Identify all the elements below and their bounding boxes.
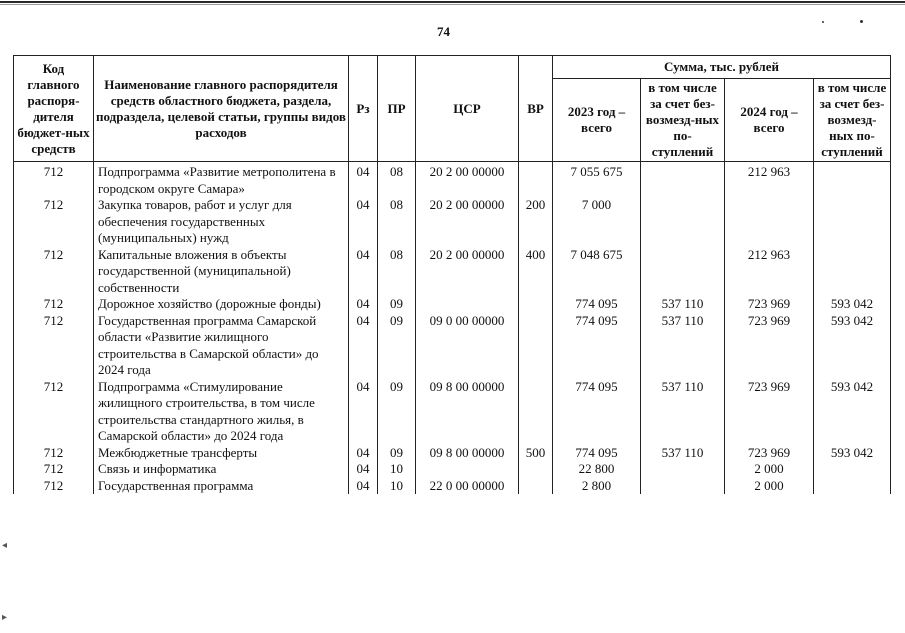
row-rz: 04: [349, 379, 378, 445]
header-csr: ЦСР: [416, 56, 519, 162]
header-rz: Рз: [349, 56, 378, 162]
row-total-2023: 7 000: [553, 197, 641, 247]
row-free-2024: [814, 478, 891, 495]
row-code: 712: [14, 461, 94, 478]
row-code: 712: [14, 313, 94, 379]
row-total-2024: 723 969: [725, 296, 814, 313]
row-rz: 04: [349, 461, 378, 478]
row-vr: 200: [519, 197, 553, 247]
row-total-2024: 2 000: [725, 478, 814, 495]
header-pr: ПР: [378, 56, 416, 162]
row-free-2023: 537 110: [641, 296, 725, 313]
row-free-2024: 593 042: [814, 313, 891, 379]
row-vr: [519, 313, 553, 379]
row-free-2023: [641, 247, 725, 297]
budget-table: [13, 55, 891, 494]
row-pr: 09: [378, 445, 416, 462]
row-name: Связь и информатика: [94, 461, 349, 478]
row-total-2024: 723 969: [725, 313, 814, 379]
header-name: Наименование главного распорядителя средств областного бюджета, раздела, подраздела, целевой статьи, группы видов расходов: [94, 56, 349, 162]
row-vr: [519, 379, 553, 445]
row-free-2023: [641, 197, 725, 247]
table-row: [14, 247, 891, 297]
row-vr: 500: [519, 445, 553, 462]
row-rz: 04: [349, 478, 378, 495]
row-rz: 04: [349, 445, 378, 462]
row-code: 712: [14, 379, 94, 445]
row-csr: 20 2 00 00000: [416, 197, 519, 247]
scan-speck: [860, 20, 863, 23]
row-free-2024: [814, 197, 891, 247]
table-row: [14, 197, 891, 247]
row-csr: [416, 461, 519, 478]
row-free-2024: 593 042: [814, 445, 891, 462]
row-csr: [416, 296, 519, 313]
row-code: 712: [14, 247, 94, 297]
row-total-2023: 774 095: [553, 313, 641, 379]
row-free-2023: 537 110: [641, 313, 725, 379]
table-row: [14, 445, 891, 462]
header-total-2024: 2024 год – всего: [725, 79, 814, 162]
header-total-2023: 2023 год – всего: [553, 79, 641, 162]
table-row: [14, 478, 891, 495]
row-free-2023: [641, 478, 725, 495]
row-csr: 09 0 00 00000: [416, 313, 519, 379]
row-free-2024: 593 042: [814, 379, 891, 445]
scan-edge-mark: ▸: [2, 612, 8, 623]
top-border-line-thin: [0, 4, 905, 5]
row-vr: [519, 296, 553, 313]
table-row: [14, 162, 891, 198]
row-free-2024: 593 042: [814, 296, 891, 313]
scan-speck: [822, 21, 824, 23]
row-csr: 20 2 00 00000: [416, 162, 519, 198]
table-row: [14, 296, 891, 313]
row-name: Подпрограмма «Развитие метрополитена в городском округе Самара»: [94, 162, 349, 198]
row-total-2023: 7 048 675: [553, 247, 641, 297]
scan-edge-mark: ◂: [2, 540, 8, 551]
row-total-2023: 774 095: [553, 445, 641, 462]
row-total-2024: [725, 197, 814, 247]
row-name: Государственная программа: [94, 478, 349, 495]
table-header: [14, 56, 891, 162]
row-pr: 08: [378, 162, 416, 198]
row-code: 712: [14, 478, 94, 495]
row-name: Межбюджетные трансферты: [94, 445, 349, 462]
row-free-2023: 537 110: [641, 379, 725, 445]
row-free-2023: [641, 162, 725, 198]
row-free-2024: [814, 162, 891, 198]
row-name: Капитальные вложения в объекты государственной (муниципальной) собственности: [94, 247, 349, 297]
row-total-2024: 212 963: [725, 247, 814, 297]
row-code: 712: [14, 445, 94, 462]
row-total-2023: 2 800: [553, 478, 641, 495]
table-row: [14, 461, 891, 478]
header-free-2024: в том числе за счет без-возмезд-ных по-ступлений: [814, 79, 891, 162]
row-total-2023: 22 800: [553, 461, 641, 478]
row-name: Подпрограмма «Стимулирование жилищного строительства, в том числе строительства стандартного жилья, в Самарской области» до 2024 года: [94, 379, 349, 445]
row-total-2024: 2 000: [725, 461, 814, 478]
row-total-2024: 723 969: [725, 379, 814, 445]
row-vr: [519, 478, 553, 495]
row-vr: 400: [519, 247, 553, 297]
row-pr: 09: [378, 313, 416, 379]
row-rz: 04: [349, 197, 378, 247]
row-pr: 09: [378, 379, 416, 445]
table-row: [14, 379, 891, 445]
header-sum-group: Сумма, тыс. рублей: [553, 56, 891, 79]
row-free-2023: [641, 461, 725, 478]
header-free-2023: в том числе за счет без-возмезд-ных по-ступлений: [641, 79, 725, 162]
row-name: Дорожное хозяйство (дорожные фонды): [94, 296, 349, 313]
row-rz: 04: [349, 313, 378, 379]
row-pr: 10: [378, 478, 416, 495]
row-pr: 08: [378, 197, 416, 247]
row-free-2023: 537 110: [641, 445, 725, 462]
row-total-2024: 723 969: [725, 445, 814, 462]
row-free-2024: [814, 461, 891, 478]
row-total-2023: 774 095: [553, 379, 641, 445]
row-csr: 09 8 00 00000: [416, 445, 519, 462]
row-pr: 09: [378, 296, 416, 313]
row-pr: 10: [378, 461, 416, 478]
table-body: [14, 162, 891, 495]
header-code: Код главного распоря-дителя бюджет-ных средств: [14, 56, 94, 162]
row-pr: 08: [378, 247, 416, 297]
row-code: 712: [14, 197, 94, 247]
row-csr: 20 2 00 00000: [416, 247, 519, 297]
row-free-2024: [814, 247, 891, 297]
row-total-2023: 774 095: [553, 296, 641, 313]
row-csr: 09 8 00 00000: [416, 379, 519, 445]
row-rz: 04: [349, 162, 378, 198]
row-code: 712: [14, 162, 94, 198]
row-name: Государственная программа Самарской области «Развитие жилищного строительства в Самарской области» до 2024 года: [94, 313, 349, 379]
header-vr: ВР: [519, 56, 553, 162]
table-row: [14, 313, 891, 379]
row-vr: [519, 461, 553, 478]
page-number: 74: [437, 24, 450, 39]
row-rz: 04: [349, 247, 378, 297]
row-rz: 04: [349, 296, 378, 313]
row-csr: 22 0 00 00000: [416, 478, 519, 495]
row-vr: [519, 162, 553, 198]
row-name: Закупка товаров, работ и услуг для обеспечения государственных (муниципальных) нужд: [94, 197, 349, 247]
row-code: 712: [14, 296, 94, 313]
row-total-2023: 7 055 675: [553, 162, 641, 198]
top-border-line: [0, 1, 905, 3]
row-total-2024: 212 963: [725, 162, 814, 198]
